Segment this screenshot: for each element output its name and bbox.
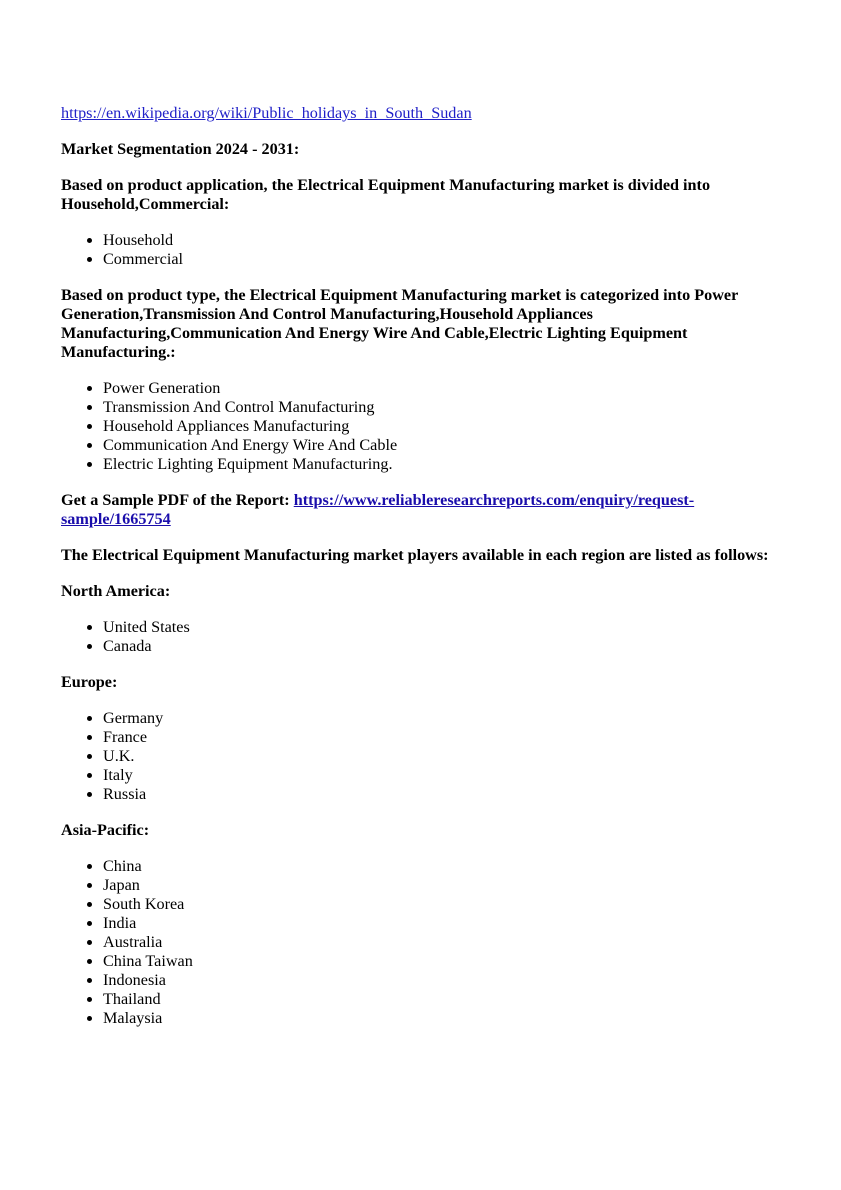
list-item: • Italy [103,766,781,785]
list-item: • Japan [103,876,781,895]
list-item: • Household [103,231,781,250]
list-item: • U.K. [103,747,781,766]
sample-label: Get a Sample PDF of the Report: [61,491,294,509]
asia-pacific-list [61,857,781,1028]
region-heading-europe: Europe: [61,673,118,691]
list-item: • Power Generation [103,379,781,398]
list-item: • South Korea [103,895,781,914]
segmentation-heading: Market Segmentation 2024 - 2031: [61,140,300,158]
list-item: • China [103,857,781,876]
list-item: • Malaysia [103,1009,781,1028]
list-item: • Thailand [103,990,781,1009]
regions-intro: The Electrical Equipment Manufacturing market players available in each region are listed as follows: [61,546,769,564]
wikipedia-link-paragraph [61,104,781,123]
list-item: • Canada [103,637,781,656]
product-type-list [61,379,781,474]
list-item: • Commercial [103,250,781,269]
list-item: • Russia [103,785,781,804]
list-item: • Communication And Energy Wire And Cable [103,436,781,455]
product-type-intro: Based on product type, the Electrical Equipment Manufacturing market is categorized into Power Generation,Transmission And Control Manufacturing,Household Appliances Manufacturing,Communication And Energy Wire And Cable,Electric Lighting Equipment Manufacturing.: [61,286,738,361]
wikipedia-link[interactable]: https://en.wikipedia.org/wiki/Public_holidays_in_South_Sudan [61,104,472,122]
application-list [61,231,781,269]
application-intro: Based on product application, the Electrical Equipment Manufacturing market is divided into Household,Commercial: [61,176,711,213]
sample-link[interactable]: https://www.reliableresearchreports.com/enquiry/request-sample/1665754 [61,491,695,528]
list-item: • Household Appliances Manufacturing [103,417,781,436]
list-item: • Transmission And Control Manufacturing [103,398,781,417]
list-item: • Germany [103,709,781,728]
list-item: • Australia [103,933,781,952]
europe-list [61,709,781,804]
sample-paragraph [61,491,781,529]
list-item: • United States [103,618,781,637]
region-heading-north-america: North America: [61,582,171,600]
north-america-list [61,618,781,656]
list-item: • Indonesia [103,971,781,990]
region-heading-asia-pacific: Asia-Pacific: [61,821,150,839]
list-item: • China Taiwan [103,952,781,971]
list-item: • India [103,914,781,933]
list-item: • Electric Lighting Equipment Manufacturing. [103,455,781,474]
list-item: • France [103,728,781,747]
document-page [61,104,781,1028]
